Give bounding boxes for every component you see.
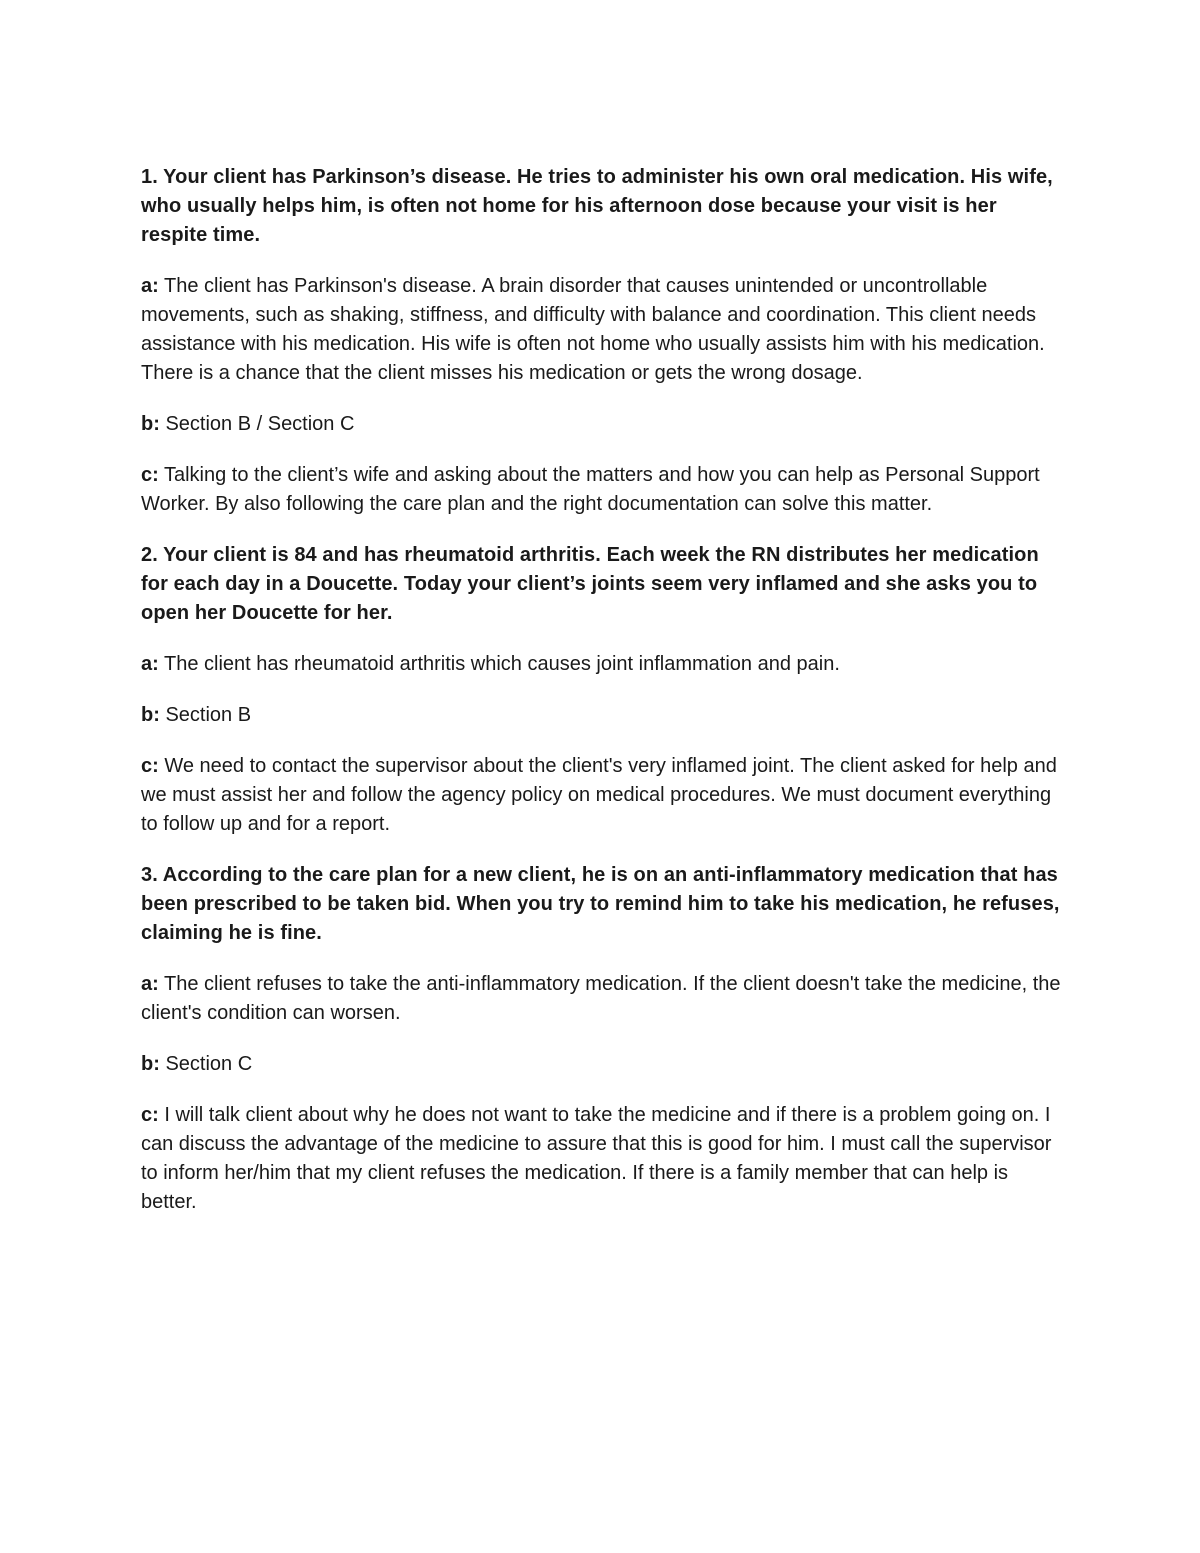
answer-c-text: I will talk client about why he does not want to take the medicine and if there is a problem going on. I can discuss the advantage of the medicine to assure that this is good for him. I must call the supervisor to inform her/him that my client refuses the medication. If there is a family member that can help is better. [141,1104,1052,1213]
question-prompt-3: 3. According to the care plan for a new client, he is on an anti-inflammatory medication that has been prescribed to be taken bid. When you try to remind him to take his medication, he refuses, claiming he is fine. [141,864,1060,944]
answer-a-label: a: [141,275,159,297]
answer-c-label: c: [141,755,159,777]
answer-c-3 [141,1101,1066,1217]
answer-b-text: Section B / Section C [159,413,355,435]
answer-a-label: a: [141,653,159,675]
answer-b-text: Section B [159,704,252,726]
answer-b-3 [141,1050,1066,1079]
answer-a-text: The client refuses to take the anti-inflammatory medication. If the client doesn't take the medicine, the client's condition can worsen. [141,973,1061,1024]
answer-a-2 [141,650,1066,679]
answer-a-text: The client has rheumatoid arthritis which causes joint inflammation and pain. [158,653,840,675]
document-page [141,163,1066,1239]
answer-c-label: c: [141,464,159,486]
answer-a-3 [141,970,1066,1028]
answer-c-text: Talking to the client’s wife and asking about the matters and how you can help as Personal Support Worker. By also following the care plan and the right documentation can solve this matter. [141,464,1040,515]
answer-a-1 [141,272,1066,388]
answer-a-text: The client has Parkinson's disease. A brain disorder that causes unintended or uncontrollable movements, such as shaking, stiffness, and difficulty with balance and coordination. This client needs assistance with his medication. His wife is often not home who usually assists him with his medication. There is a chance that the client misses his medication or gets the wrong dosage. [141,275,1045,384]
question-block-1 [141,163,1066,519]
answer-c-text: We need to contact the supervisor about the client's very inflamed joint. The client asked for help and we must assist her and follow the agency policy on medical procedures. We must document everything to follow up and for a report. [141,755,1057,835]
answer-b-label: b: [141,704,160,726]
question-block-3 [141,861,1066,1217]
answer-a-label: a: [141,973,159,995]
answer-c-1 [141,461,1066,519]
answer-b-2 [141,701,1066,730]
answer-c-label: c: [141,1104,159,1126]
answer-b-1 [141,410,1066,439]
answer-c-2 [141,752,1066,839]
question-block-2 [141,541,1066,839]
answer-b-label: b: [141,1053,160,1075]
answer-b-label: b: [141,413,160,435]
question-prompt-2: 2. Your client is 84 and has rheumatoid arthritis. Each week the RN distributes her medication for each day in a Doucette. Today your client’s joints seem very inflamed and she asks you to open her Doucette for her. [141,544,1039,624]
question-prompt-1: 1. Your client has Parkinson’s disease. He tries to administer his own oral medication. His wife, who usually helps him, is often not home for his afternoon dose because your visit is her respite time. [141,166,1053,246]
answer-b-text: Section C [159,1053,253,1075]
